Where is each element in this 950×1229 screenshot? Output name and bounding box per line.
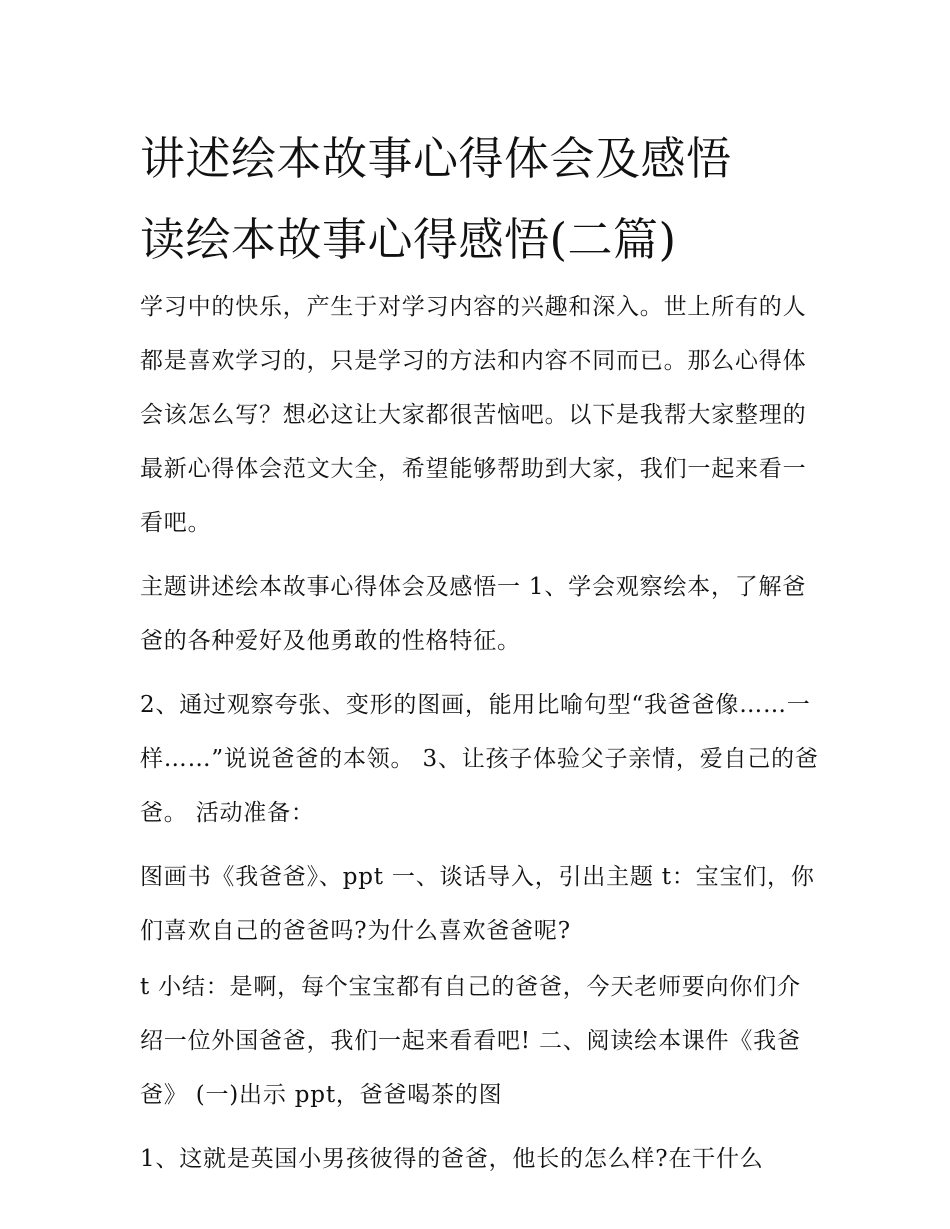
summary-paragraph: t 小结：是啊，每个宝宝都有自己的爸爸，今天老师要向你们介绍一位外国爸爸，我们一起来看看吧! 二、阅读绘本课件《我爸爸》 (一)出示 ppt，爸爸喝茶的图 xyxy=(140,974,801,1108)
theme-paragraph: 主题讲述绘本故事心得体会及感悟一 1、学会观察绘本，了解爸爸的各种爱好及他勇敢的性格特征。 xyxy=(140,574,807,654)
objectives-paragraph: 2、通过观察夸张、变形的图画，能用比喻句型“我爸爸像……一样……”说说爸爸的本领。 3、让孩子体验父子亲情，爱自己的爸爸。 活动准备： xyxy=(140,692,819,826)
title-line-1: 讲述绘本故事心得体会及感悟 xyxy=(140,132,732,185)
materials-paragraph: 图画书《我爸爸》、ppt 一、谈话导入，引出主题 t：宝宝们，你们喜欢自己的爸爸吗?为什么喜欢爸爸呢? xyxy=(140,864,815,944)
title-line-2: 读绘本故事心得感悟(二篇) xyxy=(140,213,677,266)
document-title xyxy=(140,118,820,280)
document-page xyxy=(140,118,820,1186)
question-paragraph: 1、这就是英国小男孩彼得的爸爸，他长的怎么样?在干什么 xyxy=(140,1146,764,1172)
intro-paragraph: 学习中的快乐，产生于对学习内容的兴趣和深入。世上所有的人都是喜欢学习的，只是学习的方法和内容不同而已。那么心得体会该怎么写？想必这让大家都很苦恼吧。以下是我帮大家整理的最新心得体会范文大全，希望能够帮助到大家，我们一起来看一看吧。 xyxy=(140,294,807,536)
